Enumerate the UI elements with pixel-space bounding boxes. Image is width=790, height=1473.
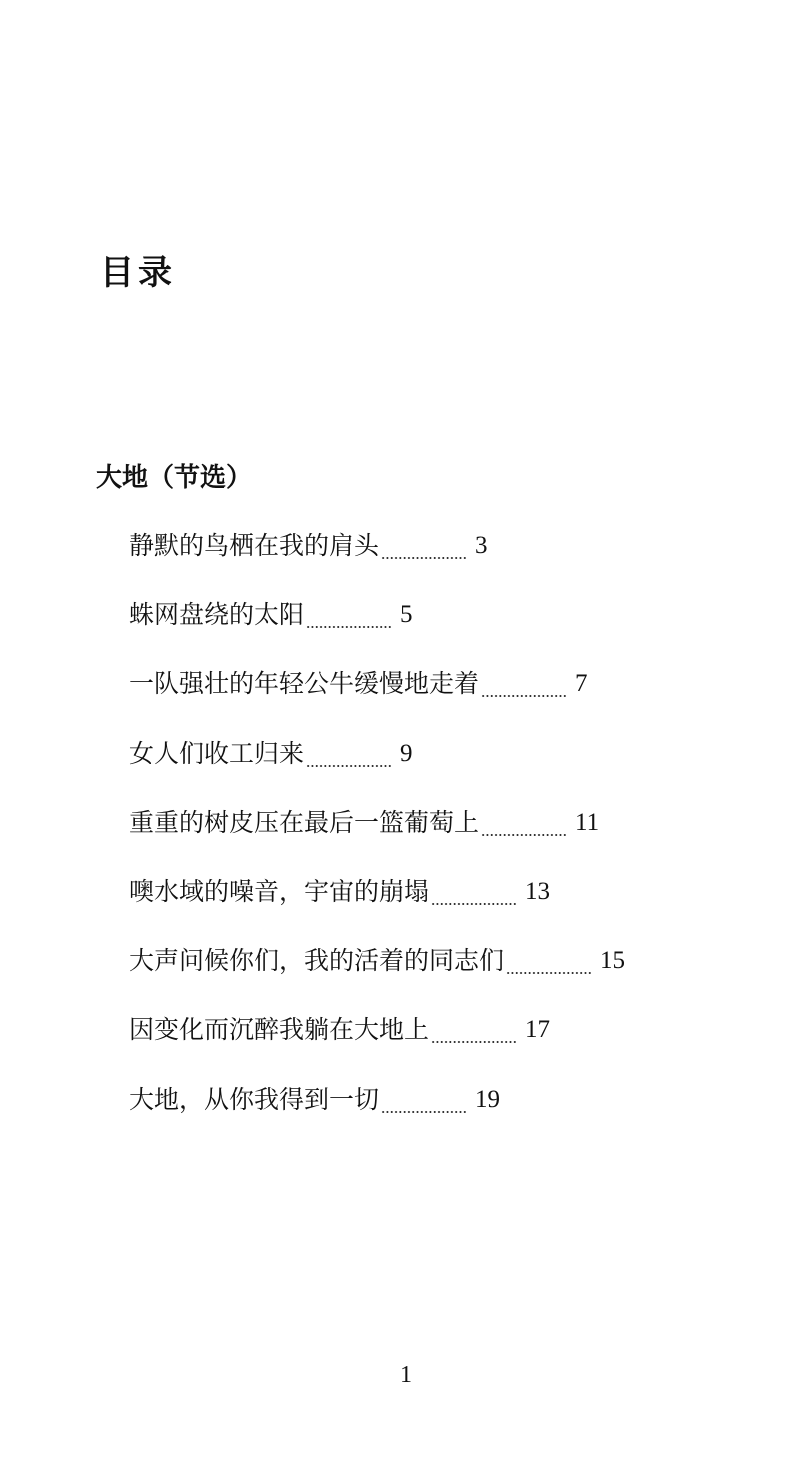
- dot-leader: [506, 942, 592, 980]
- section-heading: 大地（节选）: [96, 463, 253, 493]
- toc-entry-page: 13: [525, 877, 551, 905]
- toc-entry-page: 3: [475, 532, 488, 559]
- dot-leader: [381, 1081, 467, 1119]
- toc-entry-title: 静默的鸟栖在我的肩头: [129, 531, 380, 560]
- toc-title: 目录: [100, 253, 176, 293]
- toc-entry-title: 因变化而沉醉我躺在大地上: [129, 1015, 430, 1045]
- toc-entry-title: 女人们收工归来: [129, 738, 305, 768]
- dot-leader: [431, 1011, 517, 1049]
- toc-entry-page: 19: [475, 1085, 501, 1113]
- toc-entry[interactable]: [129, 804, 625, 873]
- page-number: 1: [400, 1362, 412, 1388]
- toc-list: [129, 527, 625, 1150]
- toc-entry[interactable]: [129, 1081, 625, 1150]
- dot-leader: [306, 596, 392, 634]
- toc-entry-page: 17: [525, 1016, 551, 1044]
- toc-entry[interactable]: [129, 527, 625, 596]
- toc-entry[interactable]: [129, 665, 625, 734]
- toc-entry-title: 大声问候你们，我的活着的同志们: [129, 946, 505, 976]
- toc-entry-page: 11: [575, 808, 600, 836]
- toc-entry-title: 蛛网盘绕的太阳: [129, 600, 305, 630]
- toc-entry[interactable]: [129, 735, 625, 804]
- toc-entry-title: 重重的树皮压在最后一篮葡萄上: [129, 807, 480, 837]
- toc-entry-title: 一队强壮的年轻公牛缓慢地走着: [129, 669, 480, 699]
- toc-entry[interactable]: [129, 596, 625, 665]
- toc-entry[interactable]: [129, 873, 625, 942]
- dot-leader: [306, 735, 392, 773]
- toc-entry-page: 5: [400, 601, 413, 629]
- toc-entry-title: 大地，从你我得到一切: [129, 1084, 380, 1114]
- dot-leader: [481, 665, 567, 703]
- toc-entry-title: 噢水域的噪音，宇宙的崩塌: [129, 876, 430, 906]
- toc-entry-page: 15: [600, 947, 626, 975]
- dot-leader: [481, 804, 567, 842]
- dot-leader: [381, 527, 467, 565]
- dot-leader: [431, 873, 517, 911]
- toc-entry-page: 9: [400, 739, 413, 767]
- toc-entry[interactable]: [129, 942, 625, 1011]
- toc-entry[interactable]: [129, 1011, 625, 1080]
- toc-entry-page: 7: [575, 670, 588, 698]
